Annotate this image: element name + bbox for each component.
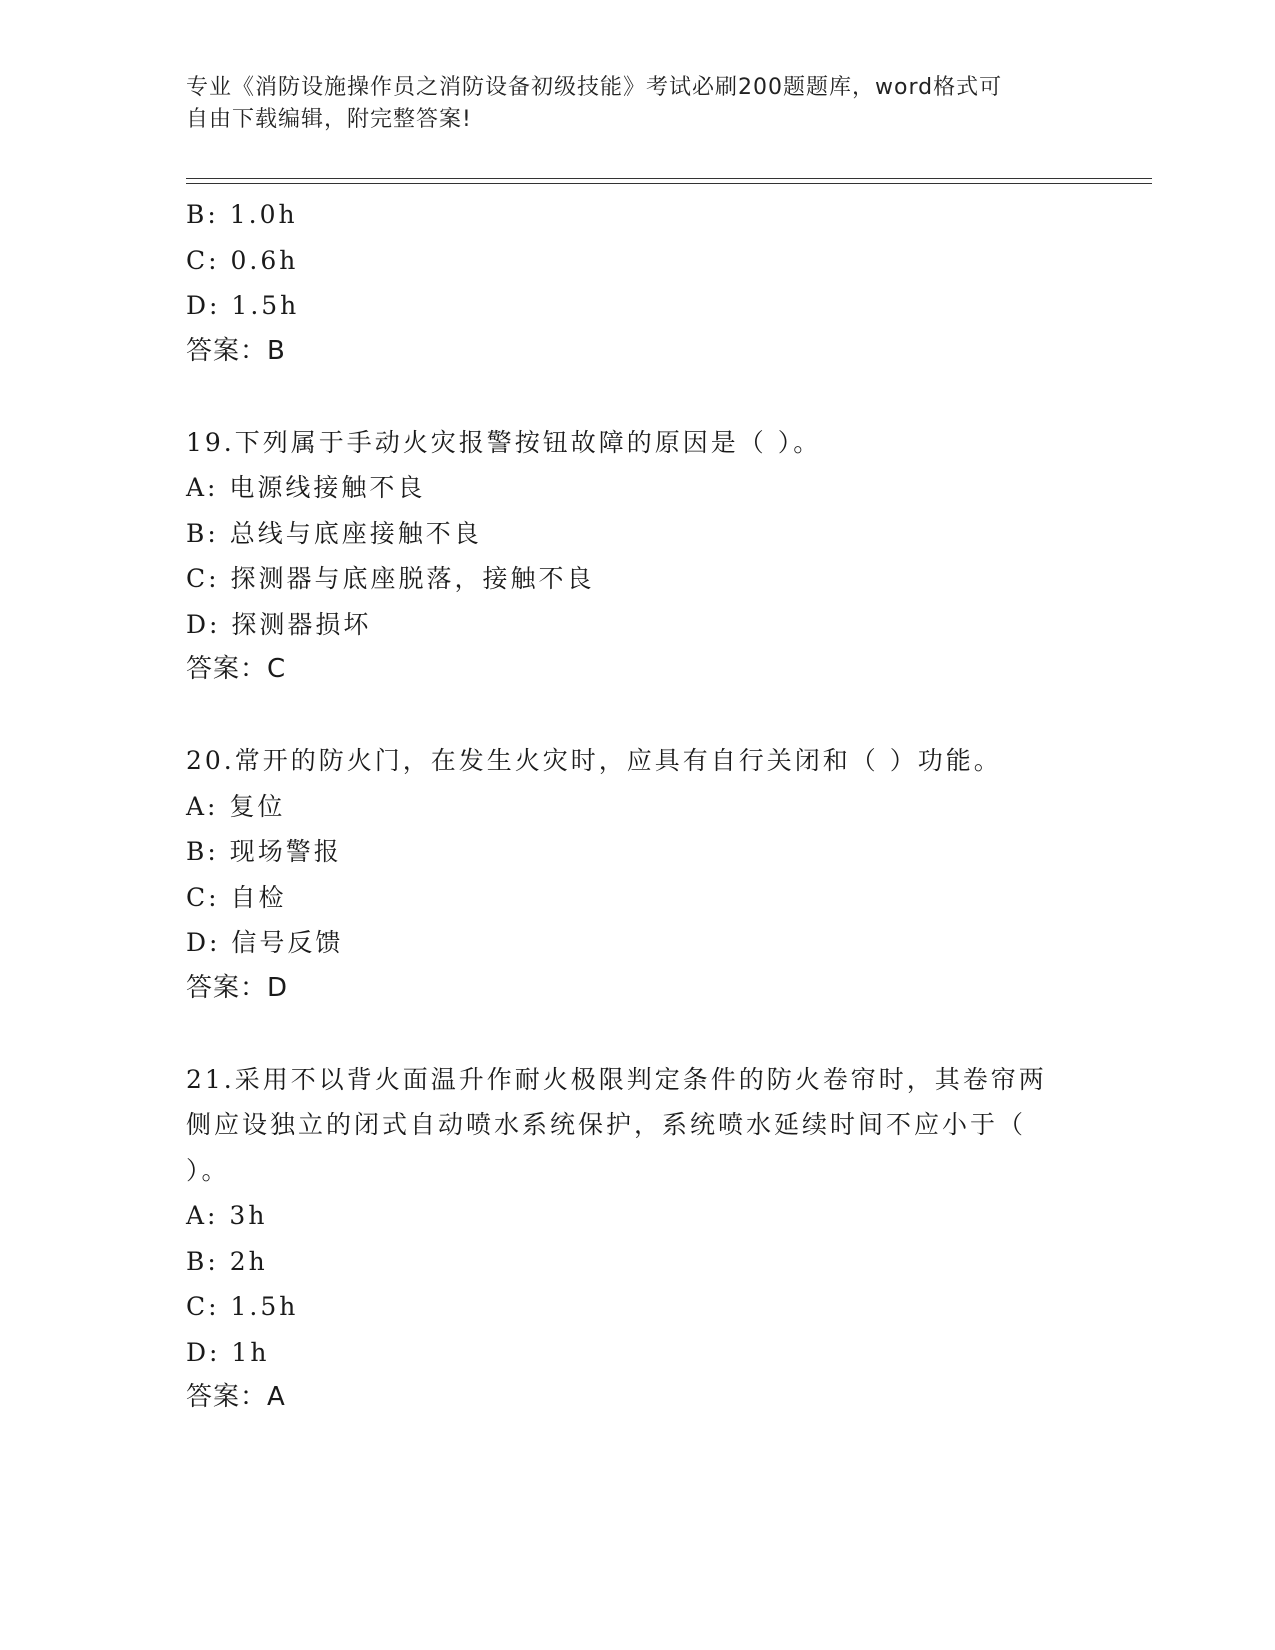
question-stem-line-1: 21.采用不以背火面温升作耐火极限判定条件的防火卷帘时，其卷帘两 — [186, 1064, 1047, 1094]
option-c: C: 自检 — [186, 882, 287, 912]
option-c: C: 探测器与底座脱落，接触不良 — [186, 564, 595, 593]
question-stem-line-3: ）。 — [186, 1155, 230, 1185]
question-21 — [186, 1057, 1086, 1421]
question-stem: 19.下列属于手动火灾报警按钮故障的原因是（ ）。 — [186, 427, 822, 457]
option-b: B: 总线与底座接触不良 — [186, 518, 482, 548]
question-list — [186, 192, 1086, 1421]
spacer — [186, 693, 1086, 739]
option-a: A: 3h — [186, 1201, 268, 1230]
answer-label: 答案：B — [186, 335, 286, 366]
option-d: D: 1h — [186, 1337, 270, 1367]
option-c: C: 0.6h — [186, 245, 299, 275]
answer-label: 答案：D — [186, 972, 289, 1003]
question-stem-line-2: 侧应设独立的闭式自动喷水系统保护，系统喷水延续时间不应小于（ — [186, 1110, 1027, 1139]
option-d: D: 探测器损坏 — [186, 609, 372, 639]
option-d: D: 信号反馈 — [186, 928, 344, 957]
header-rule-bottom — [186, 183, 1152, 184]
question-18-continued — [186, 192, 1086, 374]
question-stem: 20.常开的防火门，在发生火灾时，应具有自行关闭和（ ）功能。 — [186, 746, 1002, 775]
answer-label: 答案：A — [186, 1382, 286, 1412]
option-b: B: 1.0h — [186, 200, 298, 229]
question-20 — [186, 738, 1086, 1011]
header-rule-top — [186, 178, 1152, 179]
option-a: A: 电源线接触不良 — [186, 473, 426, 502]
question-19 — [186, 420, 1086, 693]
option-b: B: 2h — [186, 1246, 268, 1276]
header-line-1: 专业《消防设施操作员之消防设备初级技能》考试必刷200题题库，word格式可 — [186, 75, 1003, 100]
option-b: B: 现场警报 — [186, 837, 342, 866]
option-a: A: 复位 — [186, 791, 286, 821]
header-line-2: 自由下载编辑，附完整答案! — [186, 107, 472, 132]
spacer — [186, 374, 1086, 420]
option-d: D: 1.5h — [186, 291, 300, 320]
option-c: C: 1.5h — [186, 1292, 299, 1321]
answer-label: 答案：C — [186, 654, 287, 684]
spacer — [186, 1011, 1086, 1057]
document-header — [186, 72, 1066, 136]
